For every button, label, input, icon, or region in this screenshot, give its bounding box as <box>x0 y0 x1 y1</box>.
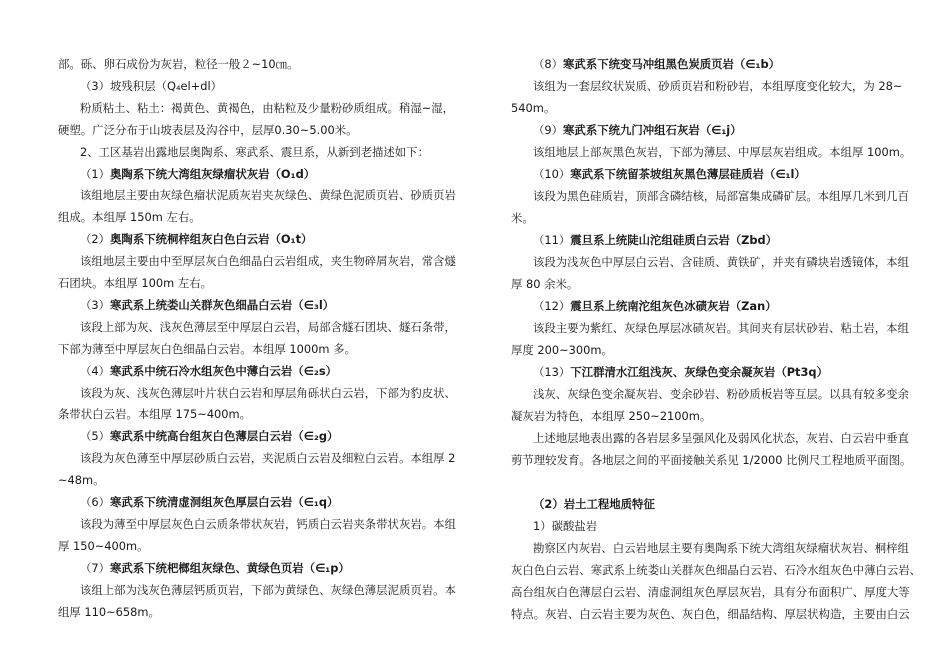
text-line <box>80 79 222 94</box>
text-line <box>80 188 456 203</box>
text-line <box>511 607 910 622</box>
heading-text: 奥陶系下统桐梓组灰白色白云岩（O₁t） <box>110 232 313 247</box>
line-text: 2、工区基岩出露地层奥陶系、寒武系、震旦系，从新到老描述如下： <box>80 144 429 159</box>
text-line <box>533 541 909 556</box>
section-heading <box>80 232 312 247</box>
heading-text: 寒武系下统九门冲组石灰岩（∈₁j） <box>563 123 742 137</box>
line-text: 该段为黑色硅质岩，顶部含磷结核，局部富集成磷矿层。本组厚几米到几百 <box>533 189 909 203</box>
section-heading <box>80 167 315 182</box>
text-line <box>533 145 911 160</box>
heading-text: 下江群清水江组浅灰、灰绿色变余凝灰岩（Pt3q） <box>570 365 828 379</box>
line-text: 该组地层主要由灰绿色瘤状泥质灰岩夹灰绿色、黄绿色泥质页岩、砂质页岩 <box>80 188 456 203</box>
text-line <box>511 563 921 578</box>
text-line <box>511 585 910 600</box>
heading-text: 震旦系上统陡山沱组硅质白云岩（Zbd） <box>570 233 778 247</box>
line-text: 硬塑。广泛分布于山坡表层及沟谷中，层厚0.30~5.00米。 <box>58 122 358 137</box>
line-text: （13） <box>533 365 571 379</box>
line-text: 该组地层上部灰黑色灰岩，下部为薄层、中厚层灰岩组成。本组厚 100m。 <box>533 145 912 159</box>
text-line <box>533 321 909 336</box>
line-text: （12） <box>533 299 571 313</box>
heading-text: 奥陶系下统大湾组灰绿瘤状灰岩（O₁d） <box>110 166 316 181</box>
text-line <box>80 101 454 116</box>
line-text: 540m。 <box>511 101 556 115</box>
text-line <box>533 79 902 94</box>
text-line <box>58 123 357 138</box>
text-line <box>511 409 711 424</box>
text-line <box>80 583 456 598</box>
text-line <box>58 210 201 225</box>
section-heading <box>533 57 780 72</box>
line-text: 部。砾、卵石成份为灰岩，粒径一般２~10㎝。 <box>58 57 299 71</box>
line-text: 该段为灰色薄至中厚层砂质白云岩，夹泥质白云岩及细粒白云岩。本组厚 2 <box>80 451 456 466</box>
line-text: 条带状白云岩。本组厚 175~400m。 <box>58 407 252 422</box>
heading-text: 寒武系下统变马冲组黑色炭质页岩（∈₁b） <box>563 57 781 71</box>
text-line <box>58 539 149 554</box>
text-line <box>80 254 456 269</box>
text-line <box>80 386 456 401</box>
line-text: （4） <box>80 363 111 378</box>
line-text: 组厚 110~658m。 <box>58 604 160 619</box>
line-text: 该段为薄至中厚层灰色白云质条带状灰岩，钙质白云岩夹条带状灰岩。本组 <box>80 516 456 531</box>
line-text: ~48m。 <box>58 473 105 488</box>
line-text: 米。 <box>511 211 534 225</box>
line-text: 厚 150~400m。 <box>58 538 149 553</box>
heading-text: 寒武系下统清虚洞组灰色厚层白云岩（∈₁q） <box>110 495 339 509</box>
heading-text: 寒武系中统高台组灰白色薄层白云岩（∈₂g） <box>110 429 339 444</box>
text-line <box>533 387 909 402</box>
line-text: 该段为浅灰色中厚层白云岩、含硅质、黄铁矿，并夹有磷块岩透镜体，本组 <box>533 255 909 269</box>
line-text: 特点。灰岩、白云岩主要为灰色、灰白色，细晶结构、厚层状构造，主要由白云 <box>511 607 910 621</box>
section-heading <box>80 561 350 576</box>
section-heading <box>533 299 777 314</box>
section-heading <box>80 298 334 313</box>
line-text: （7） <box>80 560 111 575</box>
text-line <box>511 101 555 116</box>
line-text: （3）坡残积层（Q₄el+dl） <box>80 78 223 93</box>
heading-text: 寒武系中统石冷水组灰色中薄白云岩（∈₂s） <box>110 363 338 378</box>
line-text: 厚 80 余米。 <box>511 277 579 291</box>
line-text: 组成。本组厚 150m 左右。 <box>58 210 201 225</box>
line-text: 该组上部为浅灰色薄层钙质页岩，下部为黄绿色、灰绿色薄层泥质页岩。本 <box>80 582 456 597</box>
section-heading <box>80 495 338 510</box>
section-heading <box>80 364 337 379</box>
line-text: 该段上部为灰、浅灰色薄层至中厚层白云岩，局部含燧石团块、燧石条带， <box>80 319 456 334</box>
line-text: （5） <box>80 429 111 444</box>
line-text: 厚度 200~300m。 <box>511 343 613 357</box>
section-heading <box>533 233 777 248</box>
text-line <box>80 145 429 160</box>
line-text: 该段为灰、浅灰色薄层叶片状白云岩和厚层角砾状白云岩，下部为豹皮状、 <box>80 385 456 400</box>
line-text: 该组地层主要由中至厚层灰白色细晶白云岩组成，夹生物碎屑灰岩，常含燧 <box>80 254 456 269</box>
section-heading <box>80 429 338 444</box>
text-line <box>58 342 356 357</box>
line-text: 下部为薄至中厚层灰白色细晶白云岩。本组厚 1000m 多。 <box>58 341 356 356</box>
text-line <box>80 517 456 532</box>
text-line <box>80 320 456 335</box>
heading-text: 寒武系下统留茶坡组灰黑色薄层硅质岩（∈₁l） <box>570 167 806 181</box>
section-heading <box>533 365 828 380</box>
line-text: （10） <box>533 167 571 181</box>
text-line <box>511 277 578 292</box>
text-line <box>511 343 613 358</box>
line-text: 1）碳酸盐岩 <box>533 519 598 533</box>
text-line <box>58 57 298 72</box>
text-line <box>533 255 909 270</box>
line-text: 剪节理较发育。各地层之间的平面接触关系见 1/2000 比例尺工程地质平面图。 <box>511 453 912 467</box>
line-text: （11） <box>533 233 571 247</box>
line-text: （9） <box>533 123 564 137</box>
line-text: （6） <box>80 495 111 509</box>
section-heading <box>533 123 742 138</box>
text-line <box>80 451 455 466</box>
text-line <box>511 453 911 468</box>
heading-text: 寒武系上统娄山关群灰色细晶白云岩（∈₃l） <box>110 297 335 312</box>
text-line <box>58 605 160 620</box>
section-heading <box>533 167 806 182</box>
text-line <box>533 519 597 534</box>
text-line <box>533 431 909 446</box>
line-text: 勘察区内灰岩、白云岩地层主要有奥陶系下统大湾组灰绿瘤状灰岩、桐梓组 <box>533 541 909 555</box>
line-text: （3） <box>80 297 111 312</box>
line-text: 高台组灰白色薄层白云岩、清虚洞组灰色厚层灰岩，具有分布面积广、厚度大等 <box>511 585 910 599</box>
text-line <box>511 211 534 226</box>
line-text: （1） <box>80 166 111 181</box>
line-text: 该组为一套层纹状炭质、砂质页岩和粉砂岩，本组厚度变化较大，为 28~ <box>533 79 903 93</box>
line-text: 粉质粘土、粘土：褐黄色、黄褐色，由粘粒及少量粉砂质组成。稍湿~湿， <box>80 100 455 115</box>
line-text: 上述地层地表出露的各岩层多呈强风化及弱风化状态，灰岩、白云岩中垂直 <box>533 431 909 445</box>
line-text: 石团块。本组厚 100m 左右。 <box>58 276 212 290</box>
text-line <box>58 276 212 291</box>
line-text: 浅灰、灰绿色变余凝灰岩、变余砂岩、粉砂质板岩等互层。以具有较多变余 <box>533 387 909 401</box>
text-line <box>533 497 655 512</box>
heading-text: 寒武系下统杷榔组灰绿色、黄绿色页岩（∈₁p） <box>110 560 350 575</box>
line-text: （8） <box>533 57 564 71</box>
line-text: 凝灰岩为特色，本组厚 250~2100m。 <box>511 409 712 423</box>
line-text: 灰白色白云岩、寒武系上统娄山关群灰色细晶白云岩、石冷水组灰色中薄白云岩、 <box>511 563 922 577</box>
line-text: 该段主要为紫红、灰绿色厚层冰碛灰岩。其间夹有层状砂岩、粘土岩，本组 <box>533 321 909 335</box>
text-line <box>533 189 909 204</box>
text-line <box>58 473 105 488</box>
text-line <box>58 407 251 422</box>
line-text: （2）岩土工程地质特征 <box>533 497 655 511</box>
heading-text: 震旦系上统南沱组灰色冰碛灰岩（Zan） <box>570 299 777 313</box>
line-text: （2） <box>80 232 111 247</box>
